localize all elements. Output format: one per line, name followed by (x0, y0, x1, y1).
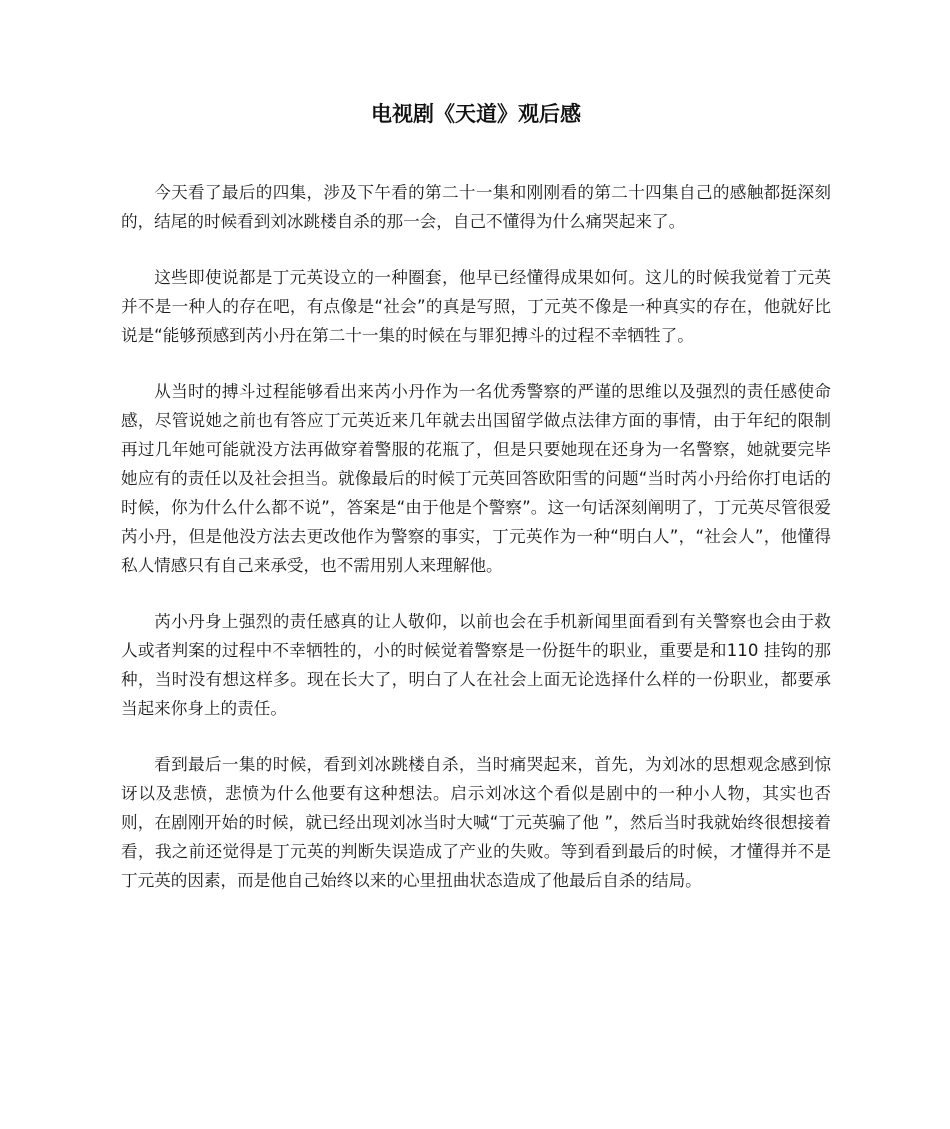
paragraph: 今天看了最后的四集，涉及下午看的第二十一集和刚刚看的第二十四集自己的感触都挺深刻的，结尾的时候看到刘冰跳楼自杀的那一会，自己不懂得为什么痛哭起来了。 (121, 183, 831, 231)
document-title: 电视剧《天道》观后感 (371, 102, 581, 126)
paragraph: 看到最后一集的时候，看到刘冰跳楼自杀，当时痛哭起来，首先，为刘冰的思想观念感到惊讶以及悲愤，悲愤为什么他要有这种想法。启示刘冰这个看似是剧中的一种小人物，其实也否则，在剧刚开始的时候，就已经出现刘冰当时大喊“丁元英骗了他 ”，然后当时我就始终很想接着看，我之前还觉得是丁元英的判断失误造成了产业的失败。等到看到最后的时候，才懂得并不是丁元英的因素，而是他自己始终以来的心里扭曲状态造成了他最后自杀的结局。 (121, 755, 831, 890)
paragraph: 从当时的搏斗过程能够看出来芮小丹作为一名优秀警察的严谨的思维以及强烈的责任感使命感，尽管说她之前也有答应丁元英近来几年就去出国留学做点法律方面的事情，由于年纪的限制再过几年她可能就没方法再做穿着警服的花瓶了，但是只要她现在还身为一名警察，她就要完毕她应有的责任以及社会担当。就像最后的时候丁元英回答欧阳雪的问题“当时芮小丹给你打电话的时候，你为什么什么都不说”，答案是“由于他是个警察”。这一句话深刻阐明了，丁元英尽管很爱芮小丹，但是他没方法去更改他作为警察的事实，丁元英作为一种“明白人”，“社会人”，他懂得私人情感只有自己来承受，也不需用别人来理解他。 (121, 382, 831, 575)
paragraph: 这些即使说都是丁元英设立的一种圈套，他早已经懂得成果如何。这儿的时候我觉着丁元英并不是一种人的存在吧，有点像是“社会”的真是写照，丁元英不像是一种真实的存在，他就好比说是“能够预感到芮小丹在第二十一集的时候在与罪犯搏斗的过程不幸牺牲了。 (121, 268, 831, 345)
document-page (121, 96, 831, 922)
paragraph: 芮小丹身上强烈的责任感真的让人敬仰，以前也会在手机新闻里面看到有关警察也会由于救人或者判案的过程中不幸牺牲的，小的时候觉着警察是一份挺牛的职业，重要是和110 挂钩的那种，当时没有想这样多。现在长大了，明白了人在社会上面无论选择什么样的一份职业，都要承当起来你身上的责任。 (121, 612, 831, 718)
